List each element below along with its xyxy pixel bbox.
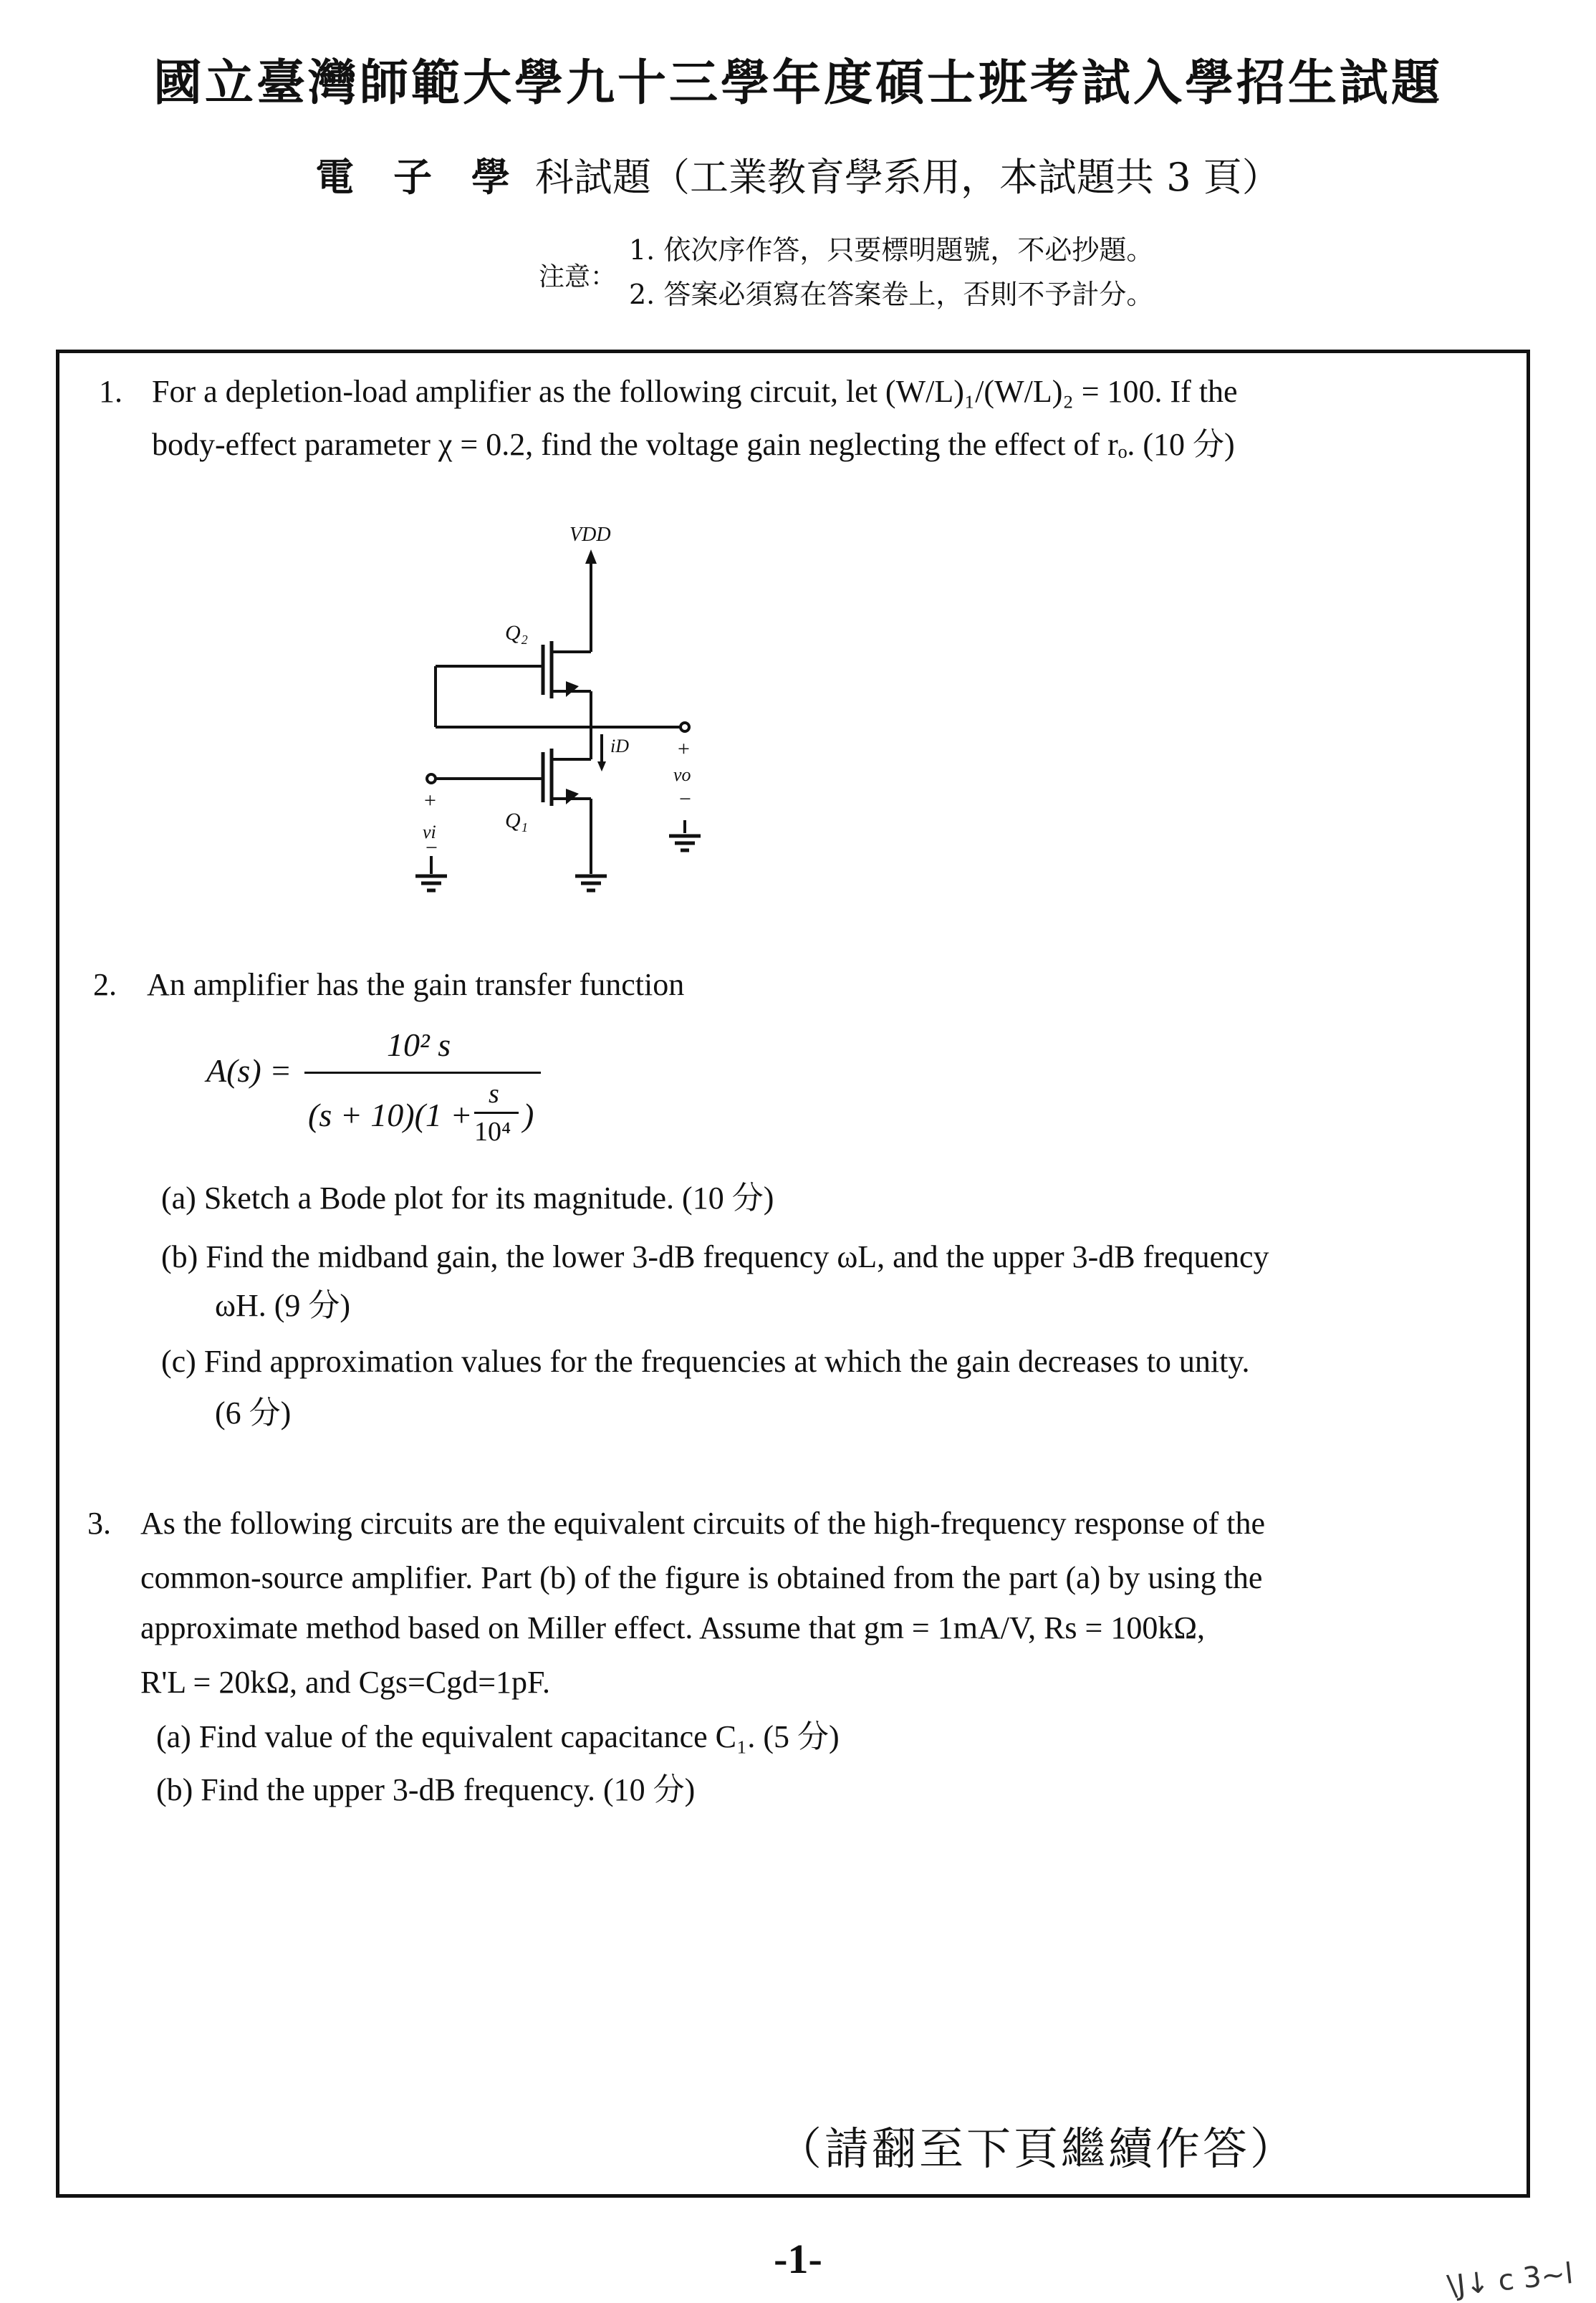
exam-subtitle [0, 147, 1596, 202]
depletion-load-amplifier-circuit [387, 512, 724, 913]
continue-note: （請翻至下頁繼續作答） [777, 2122, 1298, 2175]
q3-line-1: As the following circuits are the equivalent circuits of the high-frequency response of the [140, 1506, 1266, 1541]
page-number: -1- [774, 2236, 822, 2282]
notice-label: 注意： [539, 262, 617, 292]
q2-den-frac-num: s [489, 1079, 499, 1109]
vo-minus: − [679, 787, 691, 811]
vo-plus: + [678, 737, 690, 761]
q2-part-c-cont: (6 分) [215, 1395, 292, 1431]
margin-note: \J↓ c 3~l [1446, 2256, 1575, 2303]
q3-line-3: approximate method based on Miller effect. Assume that gm = 1mA/V, Rs = 100kΩ, [140, 1610, 1206, 1645]
q1-number: 1. [99, 374, 122, 409]
q3-number: 3. [87, 1506, 111, 1541]
q2-denominator-a: (s + 10)(1 + [308, 1097, 473, 1133]
q1-label: Q₁ [505, 809, 529, 832]
vi-label: vi [423, 822, 436, 842]
q3-part-a: (a) Find value of the equivalent capacitance C₁. (5 分) [156, 1719, 840, 1754]
id-label: iD [610, 736, 629, 756]
subject-name: 電 子 學 [315, 154, 523, 200]
notice-2: 2. 答案必須寫在答案卷上，否則不予計分。 [629, 279, 1154, 310]
q2-intro: An amplifier has the gain transfer function [147, 967, 685, 1002]
q3-part-b: (b) Find the upper 3-dB frequency. (10 分) [156, 1772, 696, 1807]
vi-plus: + [424, 789, 436, 812]
q3-line-2: common-source amplifier. Part (b) of the figure is obtained from the part (a) by using the [140, 1560, 1263, 1595]
notice-1: 1. 依次序作答，只要標明題號，不必抄題。 [629, 234, 1154, 266]
exam-title: 國立臺灣師範大學九十三學年度碩士班考試入學招生試題 [153, 54, 1443, 112]
q2-denominator-b: ) [523, 1097, 534, 1133]
q3-line-4: R'L = 20kΩ, and Cgs=Cgd=1pF. [140, 1665, 550, 1700]
q2-part-b-cont: ωH. (9 分) [215, 1288, 351, 1323]
q2-inner-fraction-bar [474, 1112, 519, 1114]
subtitle-rest: 科試題（工業教育學系用，本試題共 3 頁） [535, 155, 1281, 200]
q2-part-c: (c) Find approximation values for the frequencies at which the gain decreases to unity. [161, 1344, 1250, 1379]
q2-fraction-bar [304, 1072, 541, 1074]
q2-part-b: (b) Find the midband gain, the lower 3-dB frequency ωL, and the upper 3-dB frequency [161, 1239, 1269, 1274]
q2-formula-numerator: 10² s [387, 1027, 451, 1063]
q1-line-2: body-effect parameter χ = 0.2, find the voltage gain neglecting the effect of rₒ. (10 分) [152, 427, 1235, 462]
q2-label: Q₂ [505, 621, 529, 645]
vo-label: vo [673, 764, 691, 785]
q2-number: 2. [93, 967, 117, 1002]
vdd-label: VDD [569, 524, 611, 546]
q1-line-1: For a depletion-load amplifier as the following circuit, let (W/L)₁/(W/L)₂ = 100. If the [152, 374, 1238, 409]
vi-minus: − [426, 836, 438, 860]
q2-part-a: (a) Sketch a Bode plot for its magnitude. (10 分) [161, 1181, 774, 1216]
q2-formula-lhs: A(s) = [206, 1052, 292, 1089]
q2-den-frac-den: 10⁴ [474, 1117, 511, 1147]
